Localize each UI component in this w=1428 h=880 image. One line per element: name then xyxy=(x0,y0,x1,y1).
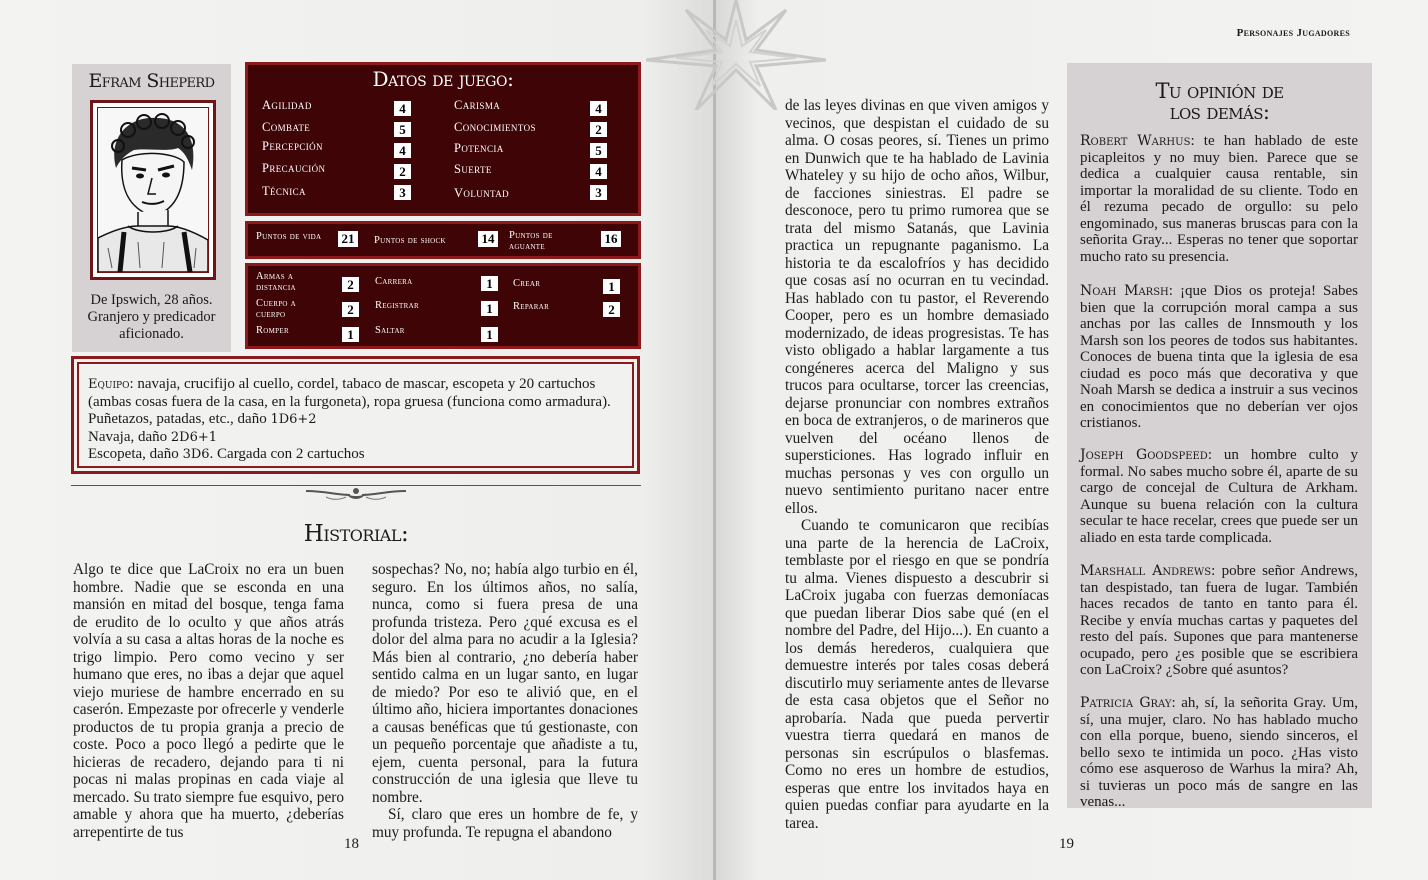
skill-value-armas: 2 xyxy=(342,277,359,292)
skill-value-romper: 1 xyxy=(342,327,359,342)
equipment-label: Equipo xyxy=(88,377,130,392)
character-name: Efram Sheperd xyxy=(88,70,215,92)
attr-value-conocimientos: 2 xyxy=(590,122,607,137)
running-head: Personajes Jugadores xyxy=(1236,27,1350,39)
skill-value-carrera: 1 xyxy=(481,276,498,291)
historial-paragraph: de las leyes divinas en que viven amigos y vecinos, que despistan el cuidado de su alma. O cosas peores, sí. Tienes un primo en Dunwich que te ha hablado de Lavinia Whateley y su hijo de ocho años, Wilbur, de facciones siniestras. El padre se desconoce, pero tu primo rumorea que se trata del mismo Satanás, que Lavinia practica un repugnante paganismo. La historia te da escalofríos y has decidido que cosas así no ocurran en tu vecindad. Has hablado con tu pastor, el Reverendo Cooper, pero es un hombre demasiado modernizado, de ideas progresistas. Te has visto obligado a hablar largamente a tus congéneres acerca del Maligno y sus trucos para ocultarse, torcer las creencias, dejarse pronunciar con nombres extraños en boca de extranjeros, o de marineros que vuelven del océano llenos de supersticiones. Has logrado influir en muchas personas y ves con orgullo un nuevo sentimiento puritano nacer entre ellos. xyxy=(785,97,1049,517)
opinion-text: : te han hablado de este picapleitos y no muy bien. Parece que se dedica a cualquier causa rentable, sin importar la moralidad de su cliente. Todo en él rezuma pecado de orgullo: su pelo engominado, sus maneras bruscas para con la señorita Gray... Esperas no tener que soportar mucho rato su presencia. xyxy=(1080,133,1358,265)
historial-column-1 xyxy=(73,561,344,841)
opinion-text: : ah, sí, la señorita Gray. Um, sí, una mujer, claro. No has hablado mucho con ella porque, bueno, siendo sinceros, el bello sexo te intimida un poco. ¿Has visto cómo ese asqueroso de Warhus la mira? Ah, si tuvieras un poco más de sangre en las venas... xyxy=(1080,695,1358,810)
attr-label-precaucion: Precaución xyxy=(262,161,326,175)
opinions-title xyxy=(1067,81,1372,123)
opinion-entry-andrews xyxy=(1080,563,1358,679)
attr-value-tecnica: 3 xyxy=(394,185,411,200)
equipment-description xyxy=(88,376,624,411)
attr-value-combate: 5 xyxy=(394,122,411,137)
skill-value-crear: 1 xyxy=(603,279,620,294)
equipment-text: : navaja, crucifijo al cuello, cordel, tabaco de mascar, escopeta y 20 cartuchos (ambas cosas fuera de la casa, en la furgoneta), ropa gruesa (funciona como armadura). xyxy=(88,376,611,410)
equipment-box xyxy=(71,356,640,474)
skill-label-romper: Romper xyxy=(256,325,289,336)
skill-label-reparar: Reparar xyxy=(513,301,550,312)
points-value-shock: 14 xyxy=(478,231,498,247)
page-number-left: 18 xyxy=(344,836,359,852)
points-label-aguante: Puntos de aguante xyxy=(509,230,553,252)
star-ornament-icon xyxy=(646,0,826,110)
attr-label-voluntad: Voluntad xyxy=(454,186,509,200)
attack-text: Escopeta, daño xyxy=(88,446,183,462)
attr-value-voluntad: 3 xyxy=(590,185,607,200)
game-data-block xyxy=(245,62,641,216)
historial-column-2 xyxy=(372,561,638,841)
opinion-name: Robert Warhus xyxy=(1080,133,1191,149)
attack-dice: 1D6+2 xyxy=(270,412,317,427)
opinion-text: : ¡que Dios os proteja! Sabes bien que la corrupción moral campa a sus anchas por las calles de Innsmouth y los Marsh son los peores de todos sus habitantes. Conoces de buena tinta que la iglesia de esa ciudad es poco más que decorativa y que Noah Marsh se dedica a instruir a sus vecinos en conocimientos que no deberían ver ojos cristianos. xyxy=(1080,283,1359,431)
attr-label-tecnica: Técnica xyxy=(262,184,306,198)
attr-label-percepcion: Percepción xyxy=(262,139,323,153)
historial-paragraph: sospechas? No, no; había algo turbio en él, seguro. En los últimos años, no salía, nunca, como si fuera presa de una profunda tristeza. Pero ¿qué excusa es el dolor del alma para no acudir a la Iglesia? Más bien al contrario, ¿no debería haber sentido calma en un lugar santo, en lugar de miedo? Por eso te alivió que, en el último año, hiciera importantes donaciones a causas benéficas que tú gestionaste, con un pequeño porcentaje que añadiste a tu, ejem, cuenta personal, para la futura construcción de una iglesia que lleve tu nombre. xyxy=(372,561,638,806)
portrait-frame xyxy=(90,100,216,280)
opinion-name: Marshall Andrews xyxy=(1080,563,1212,579)
attr-value-agilidad: 4 xyxy=(394,101,411,116)
opinions-box xyxy=(1067,63,1372,808)
equipment-content xyxy=(77,362,634,468)
character-bio: De Ipswich, 28 años. Granjero y predicador aficionado. xyxy=(87,292,216,342)
opinion-entry-marsh xyxy=(1080,283,1358,432)
character-portrait xyxy=(97,107,209,273)
attack-dice: 3D6 xyxy=(182,447,210,462)
game-data-title: Datos de juego: xyxy=(372,67,514,91)
attr-value-percepcion: 4 xyxy=(394,143,411,158)
historial-title: Historial: xyxy=(303,521,409,547)
attack-text: Puñetazos, patadas, etc., daño xyxy=(88,411,271,427)
historial-paragraph: Cuando te comunicaron que recibías una parte de la herencia de LaCroix, temblaste por el riesgo en que se pondría tu alma. Vienes dispuesto a descubrir si LaCroix jugaba con fuerzas demoníacas que puedan liberar Dios sabe qué (en el nombre del Padre, del Hijo...). En cuanto a los demás herederos, cualquiera que demuestre interés por tales cosas deberá discutirlo muy seriamente antes de llevarse de esta casa objetos que el Señor no aprobaría. Nada que pueda pervertir vuestra tierra quedará en manos de personas sin escrúpulos o blasfemas. Como no eres un hombre de estudios, esperas que entre los invitados haya en quien puedas confiar para ayudarte en la tarea. xyxy=(785,517,1049,832)
attr-value-suerte: 4 xyxy=(590,164,607,179)
skill-value-reparar: 2 xyxy=(603,302,620,317)
skill-value-cuerpo: 2 xyxy=(342,302,359,317)
attack-line-navaja xyxy=(88,429,624,447)
skill-label-carrera: Carrera xyxy=(375,276,413,287)
skill-value-registrar: 1 xyxy=(481,301,498,316)
skill-label-armas: Armas a distancia xyxy=(256,271,296,293)
opinion-entry-warhus xyxy=(1080,133,1358,265)
opinion-text: : un hombre culto y formal. No sabes mucho sobre él, aparte de su cargo de concejal de Cultura de Arkham. Aunque su buena relación con la cultura secular te hace recelar, crees que puede ser un aliado en esta tarde complicada. xyxy=(1080,447,1358,546)
opinion-entry-goodspeed xyxy=(1080,447,1358,546)
skill-label-crear: Crear xyxy=(513,278,541,289)
attr-label-suerte: Suerte xyxy=(454,162,492,176)
historial-paragraph: Algo te dice que LaCroix no era un buen hombre. Nadie que se esconda en una mansión en mitad del bosque, tenga fama de erudito de lo oculto y que años atrás volvía a su casa a altas horas de la noche es trigo limpio. Pero como vecino y ser humano que eres, no ibas a dejar que aquel viejo muriese de hambre encerrado en su caserón. Empezaste por ofrecerle y venderle productos de tu propia granja a precio de coste. Poco a poco llegó a pedirte que le hicieras de recadero, dejando para ti ni pocas ni malas propinas en cada viaje al mercado. Su trato siempre fue esquivo, pero amable y ahora que ha muerto, ¿deberías arrepentirte de tus xyxy=(73,561,344,841)
points-value-aguante: 16 xyxy=(601,231,621,247)
attr-label-combate: Combate xyxy=(262,120,311,134)
character-card xyxy=(72,64,231,352)
attr-label-potencia: Potencia xyxy=(454,141,504,155)
points-value-vida: 21 xyxy=(338,231,358,247)
skill-label-saltar: Saltar xyxy=(375,325,405,336)
points-block xyxy=(245,221,641,259)
page-number-right: 19 xyxy=(1059,836,1074,852)
points-label-shock: Puntos de shock xyxy=(374,235,446,246)
points-label-vida: Puntos de vida xyxy=(256,231,322,242)
opinion-name: Noah Marsh xyxy=(1080,283,1169,299)
historial-paragraph: Sí, claro que eres un hombre de fe, y muy profunda. Te repugna el abandono xyxy=(372,806,638,841)
attr-label-agilidad: Agilidad xyxy=(262,98,312,112)
attack-after: . Cargada con 2 cartuchos xyxy=(209,446,365,462)
ornament-icon xyxy=(306,487,406,505)
attr-label-conocimientos: Conocimientos xyxy=(454,120,536,134)
opinions-title-line-1: Tu opinión de xyxy=(1155,79,1284,103)
attr-value-precaucion: 2 xyxy=(394,164,411,179)
portrait-sketch-icon xyxy=(98,108,208,272)
attr-value-potencia: 5 xyxy=(590,143,607,158)
opinions-title-line-2: los demás: xyxy=(1169,100,1270,124)
opinion-name: Joseph Goodspeed xyxy=(1080,447,1208,463)
section-divider xyxy=(71,485,641,486)
attack-dice: 2D6+1 xyxy=(170,429,218,445)
skill-label-cuerpo: Cuerpo a cuerpo xyxy=(256,298,297,320)
skills-block xyxy=(245,263,641,349)
attr-label-carisma: Carisma xyxy=(454,98,501,112)
skill-label-registrar: Registrar xyxy=(375,300,419,311)
opinion-entry-gray xyxy=(1080,695,1358,811)
attack-line-punos xyxy=(88,411,624,429)
attack-text: Navaja, daño xyxy=(88,428,171,445)
attack-line-escopeta xyxy=(88,446,624,464)
historial-column-3 xyxy=(785,97,1049,832)
skill-value-saltar: 1 xyxy=(481,327,498,342)
attr-value-carisma: 4 xyxy=(590,101,607,116)
opinion-text: : pobre señor Andrews, tan despistado, tan fuera de lugar. También haces recados de tanto en tanto para él. Recibe y envía muchas cartas y paquetes del resto del país. Supones que para mantenerse ocupado, pero ¿es posible que se escribiera con LaCroix? ¿Sobre qué asuntos? xyxy=(1080,563,1359,678)
opinion-name: Patricia Gray xyxy=(1080,695,1172,711)
